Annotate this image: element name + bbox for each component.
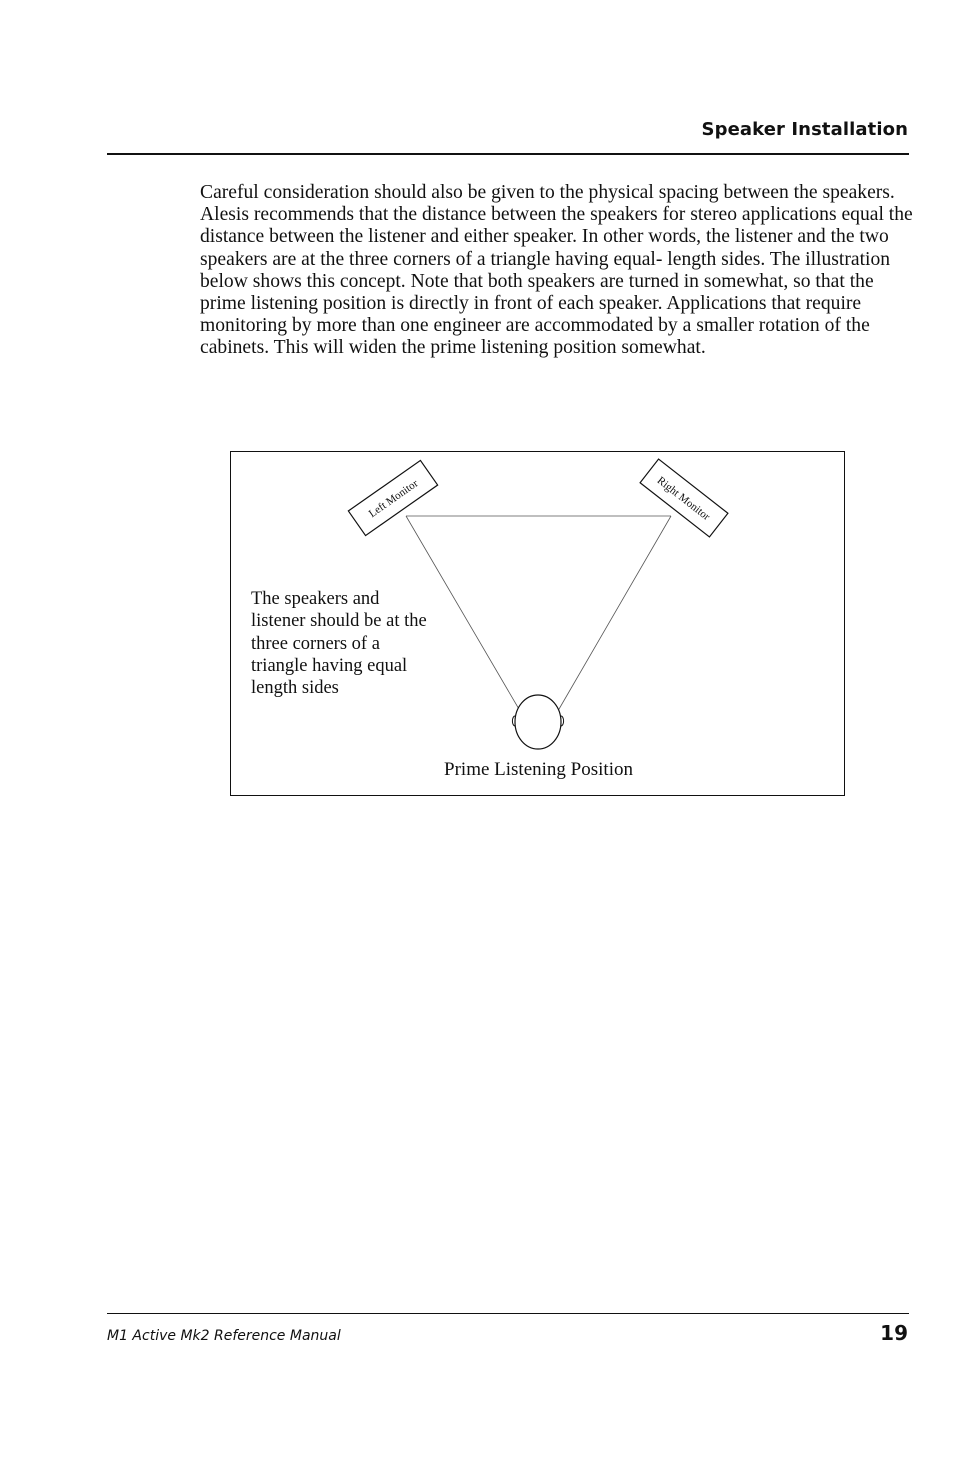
right-monitor-label: Right Monitor <box>654 474 713 523</box>
footer-manual-title: M1 Active Mk2 Reference Manual <box>107 1328 341 1344</box>
listening-position-label: Prime Listening Position <box>444 759 633 780</box>
listener-head-icon <box>512 695 563 749</box>
right-to-listener-line <box>555 516 671 716</box>
page-number: 19 <box>880 1321 908 1345</box>
figure-caption: The speakers and listener should be at the three corners of a triangle having equal length sides <box>251 589 427 699</box>
right-monitor <box>640 459 728 537</box>
page-header-title: Speaker Installation <box>701 119 908 140</box>
head <box>515 695 561 749</box>
left-monitor <box>348 460 437 535</box>
footer-rule <box>107 1313 909 1314</box>
body-paragraph: Careful consideration should also be given to the physical spacing between the speakers. Alesis recommends that the distance between the speakers for stereo applications equal the distance between the listener and either speaker. In other words, the listener and the two speakers are at the three corners of a triangle having equal- length sides. The illustration below shows this concept. Note that both speakers are turned in somewhat, so that the prime listening position is directly in front of each speaker. Applications that require monitoring by more than one engineer are accommodated by a smaller rotation of the cabinets. This will widen the prime listening position somewhat. <box>200 182 913 359</box>
header-rule <box>107 153 909 155</box>
speaker-placement-figure <box>230 451 845 796</box>
left-monitor-label: Left Monitor <box>366 477 421 521</box>
